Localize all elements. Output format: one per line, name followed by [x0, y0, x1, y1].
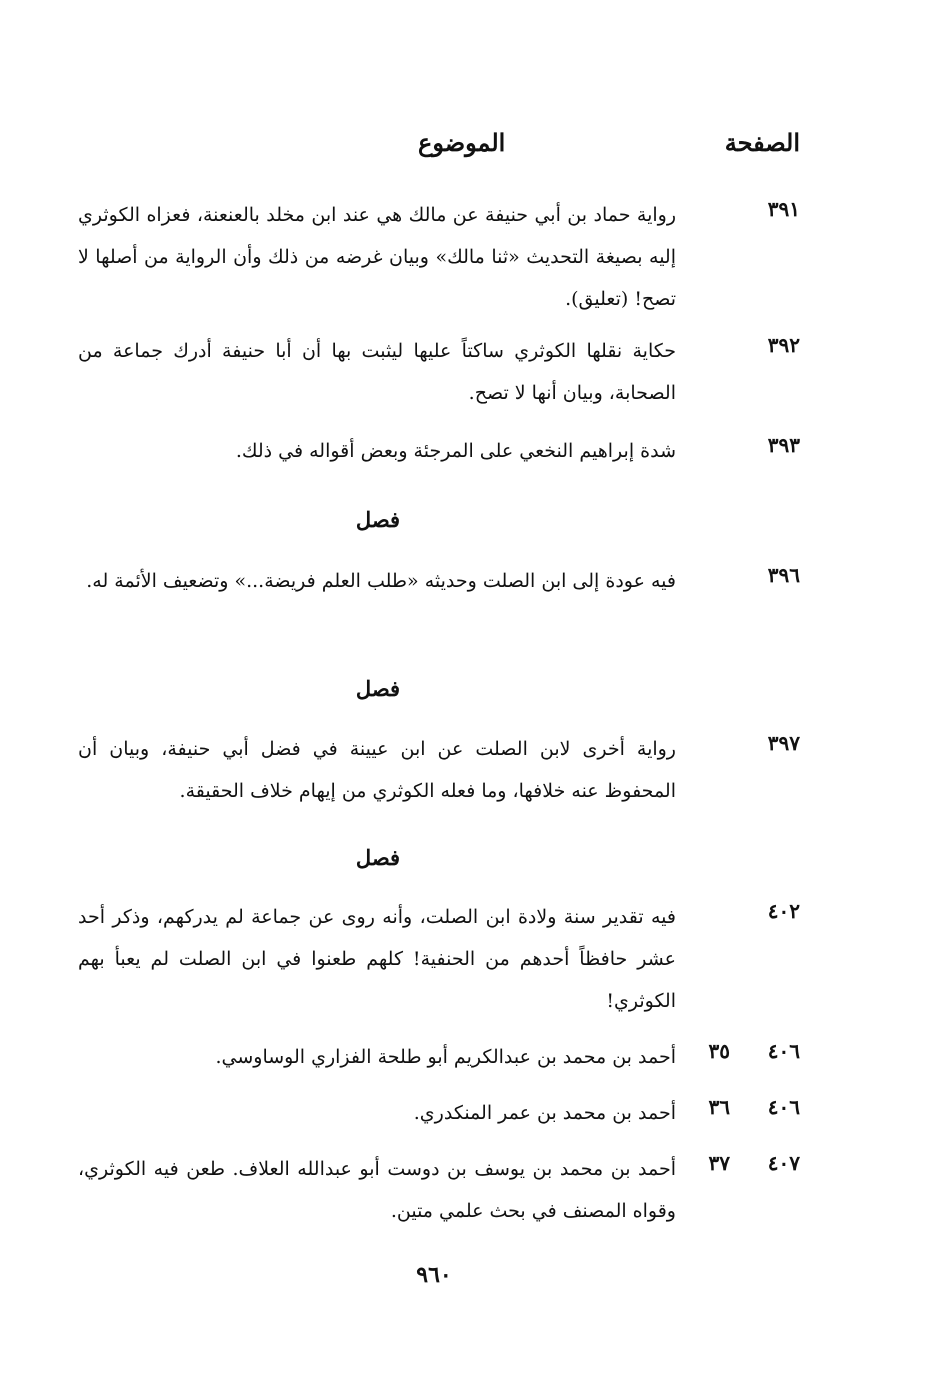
entry-serial-number: ٣٧ [708, 1151, 730, 1175]
entry-page-number: ٣٩٦ [767, 563, 800, 587]
entry-page-number: ٤٠٧ [767, 1151, 800, 1175]
entry-text: فيه عودة إلى ابن الصلت وحديثه «طلب العلم فريضة...» وتضعيف الأئمة له. [86, 570, 676, 592]
entry-text: أحمد بن محمد بن عبدالكريم أبو طلحة الفزاري الوساوسي. [215, 1046, 676, 1068]
entry-page-number: ٤٠٦ [767, 1095, 800, 1119]
entry-text: رواية أخرى لابن الصلت عن ابن عيينة في فضل أبي حنيفة، وبيان أن المحفوظ عنه خلافها، وما فعله الكوثري من إيهام خلاف الحقيقة. [78, 738, 676, 802]
entry-page-number: ٣٩١ [767, 197, 800, 221]
entry-page-number: ٤٠٢ [767, 899, 800, 923]
entry-text: فيه تقدير سنة ولادة ابن الصلت، وأنه روى عن جماعة لم يدركهم، وذكر أحد عشر حافظاً أحدهم من الحنفية! كلهم طعنوا في ابن الصلت لم يعبأ بهم الكوثري! [78, 906, 676, 1012]
entry-text: حكاية نقلها الكوثري ساكتاً عليها ليثبت بها أن أبا حنيفة أدرك جماعة من الصحابة، وبيان أنها لا تصح. [78, 340, 676, 404]
entry-page-number: ٤٠٦ [767, 1039, 800, 1063]
entry-text: أحمد بن محمد بن عمر المنكدري. [413, 1102, 676, 1124]
entry-text: أحمد بن محمد بن يوسف بن دوست أبو عبدالله العلاف. طعن فيه الكوثري، وقواه المصنف في بحث علمي متين. [78, 1158, 676, 1222]
topic-column-header: الموضوع [418, 128, 506, 157]
entry-serial-number: ٣٥ [708, 1039, 730, 1063]
section-heading: فصل [355, 845, 401, 870]
section-heading: فصل [355, 676, 401, 701]
entry-page-number: ٣٩٧ [767, 731, 800, 755]
entry-page-number: ٣٩٢ [767, 333, 800, 357]
footer-page-number: ٩٦٠ [416, 1262, 452, 1288]
entry-serial-number: ٣٦ [708, 1095, 730, 1119]
entry-page-number: ٣٩٣ [767, 433, 800, 457]
entry-text: شدة إبراهيم النخعي على المرجئة وبعض أقواله في ذلك. [235, 440, 676, 462]
section-heading: فصل [355, 507, 401, 532]
page-column-header: الصفحة [724, 128, 800, 157]
entry-text: رواية حماد بن أبي حنيفة عن مالك هي عند ابن مخلد بالعنعنة، فعزاه الكوثري إليه بصيغة التحديث «ثنا مالك» وبيان غرضه من ذلك وأن الرواية من أصلها لا تصح! (تعليق). [78, 204, 676, 310]
